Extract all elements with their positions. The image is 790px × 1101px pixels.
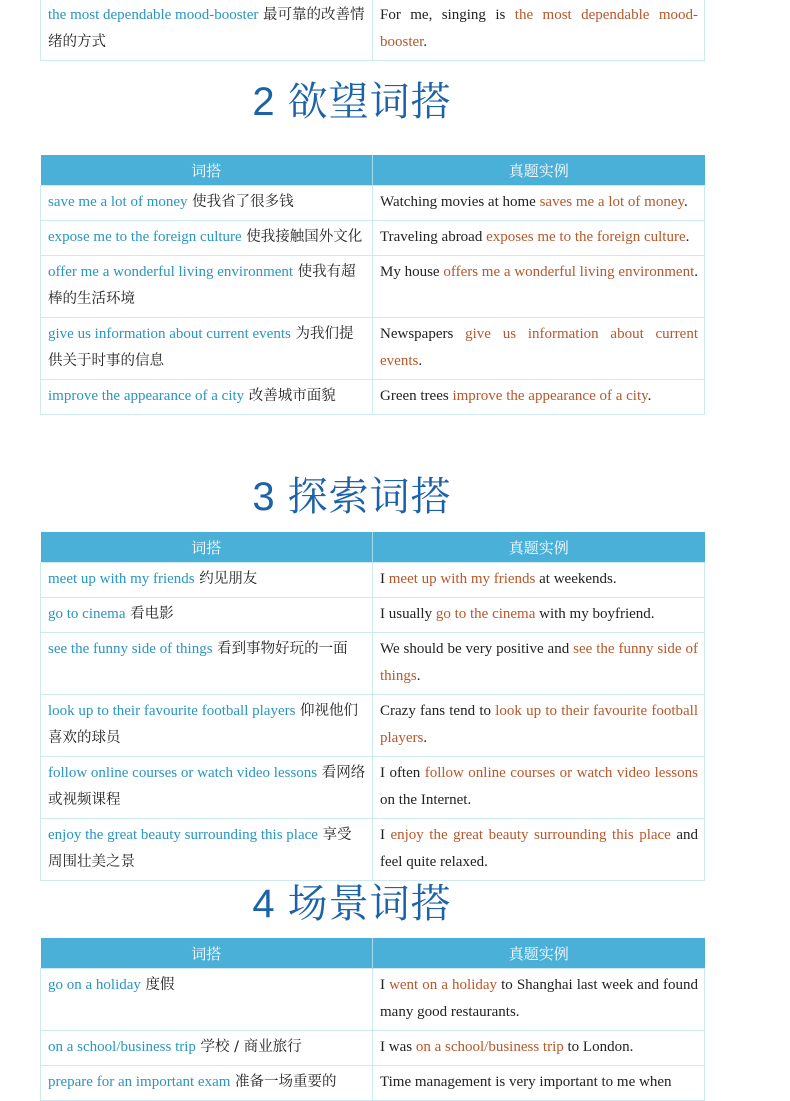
column-header-collocation: 词搭	[41, 938, 373, 969]
chinese-gloss: 看网络或视频课程	[48, 765, 366, 808]
sentence-text: .	[685, 229, 690, 245]
table-row	[41, 1066, 705, 1101]
collocation-cell	[41, 0, 373, 61]
sentence-text: I usually	[380, 606, 436, 622]
table-row	[41, 757, 705, 819]
section-number: 4	[252, 882, 276, 926]
collocation-cell	[41, 563, 373, 598]
sentence-text: to Shanghai last week and found many good restaurants.	[380, 977, 699, 1020]
english-collocation: follow online courses or watch video lessons	[48, 765, 318, 781]
column-header-example: 真题实例	[373, 938, 705, 969]
section-number: 2	[252, 80, 276, 124]
table-header-row	[41, 155, 705, 186]
example-cell	[373, 1066, 705, 1101]
highlighted-phrase: saves me a lot of money	[539, 194, 684, 210]
sentence-text: .	[647, 388, 652, 404]
chinese-gloss: 学校 / 商业旅行	[195, 1039, 302, 1055]
table-row	[41, 695, 705, 757]
chinese-gloss: 使我省了很多钱	[187, 194, 294, 210]
collocation-table	[40, 938, 705, 1101]
section-heading	[0, 70, 704, 127]
example-cell	[373, 0, 705, 61]
collocation-cell	[41, 969, 373, 1031]
example-cell	[373, 563, 705, 598]
section-number: 3	[252, 475, 276, 519]
english-collocation: enjoy the great beauty surrounding this place	[48, 827, 318, 843]
section-title: 场景词搭	[287, 881, 452, 927]
sentence-text: .	[684, 194, 688, 210]
example-cell	[373, 186, 705, 221]
collocation-cell	[41, 1031, 373, 1066]
highlighted-phrase: exposes me to the foreign culture	[486, 229, 686, 245]
column-header-collocation: 词搭	[41, 532, 373, 563]
highlighted-phrase: on a school/business trip	[415, 1039, 564, 1055]
column-header-example: 真题实例	[373, 155, 705, 186]
example-cell	[373, 1031, 705, 1066]
table-row	[41, 0, 705, 61]
collocation-cell	[41, 757, 373, 819]
sentence-text: I	[380, 571, 389, 587]
chinese-gloss: 仰视他们喜欢的球员	[48, 703, 359, 746]
sentence-text: to London.	[563, 1039, 634, 1055]
table-row	[41, 598, 705, 633]
sentence-text: I was	[380, 1039, 416, 1055]
english-collocation: expose me to the foreign culture	[48, 229, 242, 245]
sentence-text: .	[416, 668, 421, 684]
highlighted-phrase: give us information about current events	[380, 326, 698, 369]
example-cell	[373, 380, 705, 415]
table-row	[41, 380, 705, 415]
english-collocation: look up to their favourite football players	[48, 703, 296, 719]
highlighted-phrase: the most dependable mood-booster	[380, 7, 698, 50]
collocation-cell	[41, 380, 373, 415]
section-heading	[0, 465, 704, 522]
highlighted-phrase: go to the cinema	[435, 606, 536, 622]
table-header-row	[41, 938, 705, 969]
chinese-gloss: 使我有超棒的生活环境	[48, 264, 356, 307]
collocation-cell	[41, 256, 373, 318]
table-row	[41, 256, 705, 318]
chinese-gloss: 约见朋友	[194, 571, 258, 587]
english-collocation: give us information about current events	[48, 326, 291, 342]
example-cell	[373, 221, 705, 256]
sentence-text: .	[423, 730, 428, 746]
highlighted-phrase: follow online courses or watch video lessons	[424, 765, 698, 781]
collocation-cell	[41, 598, 373, 633]
sentence-text: We should be very positive and	[380, 641, 574, 657]
sentence-text: For me, singing is	[380, 7, 515, 23]
table-row	[41, 318, 705, 380]
chinese-gloss: 看电影	[125, 606, 174, 622]
sentence-text: Traveling abroad	[380, 229, 487, 245]
highlighted-phrase: look up to their favourite football players	[380, 703, 698, 746]
sentence-text: with my boyfriend.	[535, 606, 655, 622]
example-cell	[373, 969, 705, 1031]
sentence-text: I often	[380, 765, 425, 781]
highlighted-phrase: meet up with my friends	[388, 571, 536, 587]
collocation-table	[40, 155, 705, 415]
sentence-text: I	[380, 827, 391, 843]
column-header-example: 真题实例	[373, 532, 705, 563]
english-collocation: on a school/business trip	[48, 1039, 196, 1055]
table-row	[41, 186, 705, 221]
collocation-cell	[41, 1066, 373, 1101]
collocation-cell	[41, 221, 373, 256]
sentence-text: Time management is very important to me when	[380, 1074, 672, 1090]
collocation-table	[40, 532, 705, 881]
sentence-text: My house	[380, 264, 444, 280]
chinese-gloss: 改善城市面貌	[244, 388, 336, 404]
sentence-text: Watching movies at home	[380, 194, 540, 210]
table-row	[41, 969, 705, 1031]
example-cell	[373, 256, 705, 318]
collocation-cell	[41, 186, 373, 221]
collocation-cell	[41, 318, 373, 380]
chinese-gloss: 看到事物好玩的一面	[212, 641, 348, 657]
english-collocation: go to cinema	[48, 606, 126, 622]
chinese-gloss: 使我接触国外文化	[241, 229, 363, 245]
highlighted-phrase: offers me a wonderful living environment	[443, 264, 695, 280]
table-row	[41, 1031, 705, 1066]
example-cell	[373, 695, 705, 757]
highlighted-phrase: enjoy the great beauty surrounding this place	[390, 827, 671, 843]
english-collocation: offer me a wonderful living environment	[48, 264, 294, 280]
sentence-text: .	[694, 264, 698, 280]
column-header-collocation: 词搭	[41, 155, 373, 186]
table-row	[41, 221, 705, 256]
english-collocation: prepare for an important exam	[48, 1074, 231, 1090]
example-cell	[373, 318, 705, 380]
english-collocation: improve the appearance of a city	[48, 388, 245, 404]
sentence-text: and feel quite relaxed.	[380, 827, 698, 870]
sentence-text: at weekends.	[535, 571, 617, 587]
chinese-gloss: 享受周围壮美之景	[48, 827, 352, 870]
english-collocation: the most dependable mood-booster	[48, 7, 259, 23]
section-title: 欲望词搭	[287, 79, 452, 125]
table-row	[41, 563, 705, 598]
collocation-cell	[41, 633, 373, 695]
sentence-text: on the Internet.	[380, 792, 472, 808]
sentence-text: Crazy fans tend to	[380, 703, 496, 719]
chinese-gloss: 为我们提供关于时事的信息	[48, 326, 354, 369]
example-cell	[373, 598, 705, 633]
sentence-text: .	[418, 353, 423, 369]
sentence-text: Green trees	[380, 388, 453, 404]
highlighted-phrase: improve the appearance of a city	[452, 388, 648, 404]
example-cell	[373, 757, 705, 819]
example-cell	[373, 633, 705, 695]
chinese-gloss: 最可靠的改善情绪的方式	[48, 7, 365, 50]
collocation-cell	[41, 695, 373, 757]
chinese-gloss: 准备一场重要的	[230, 1074, 337, 1090]
highlighted-phrase: see the funny side of things	[380, 641, 698, 684]
chinese-gloss: 度假	[140, 977, 175, 993]
english-collocation: go on a holiday	[48, 977, 141, 993]
section-heading	[0, 872, 704, 929]
table-row	[41, 633, 705, 695]
sentence-text: I	[380, 977, 390, 993]
table-header-row	[41, 532, 705, 563]
english-collocation: save me a lot of money	[48, 194, 188, 210]
sentence-text: .	[423, 34, 428, 50]
english-collocation: see the funny side of things	[48, 641, 213, 657]
highlighted-phrase: went on a holiday	[389, 977, 498, 993]
top-table	[40, 0, 705, 61]
english-collocation: meet up with my friends	[48, 571, 195, 587]
section-title: 探索词搭	[287, 474, 452, 520]
sentence-text: Newspapers	[380, 326, 466, 342]
